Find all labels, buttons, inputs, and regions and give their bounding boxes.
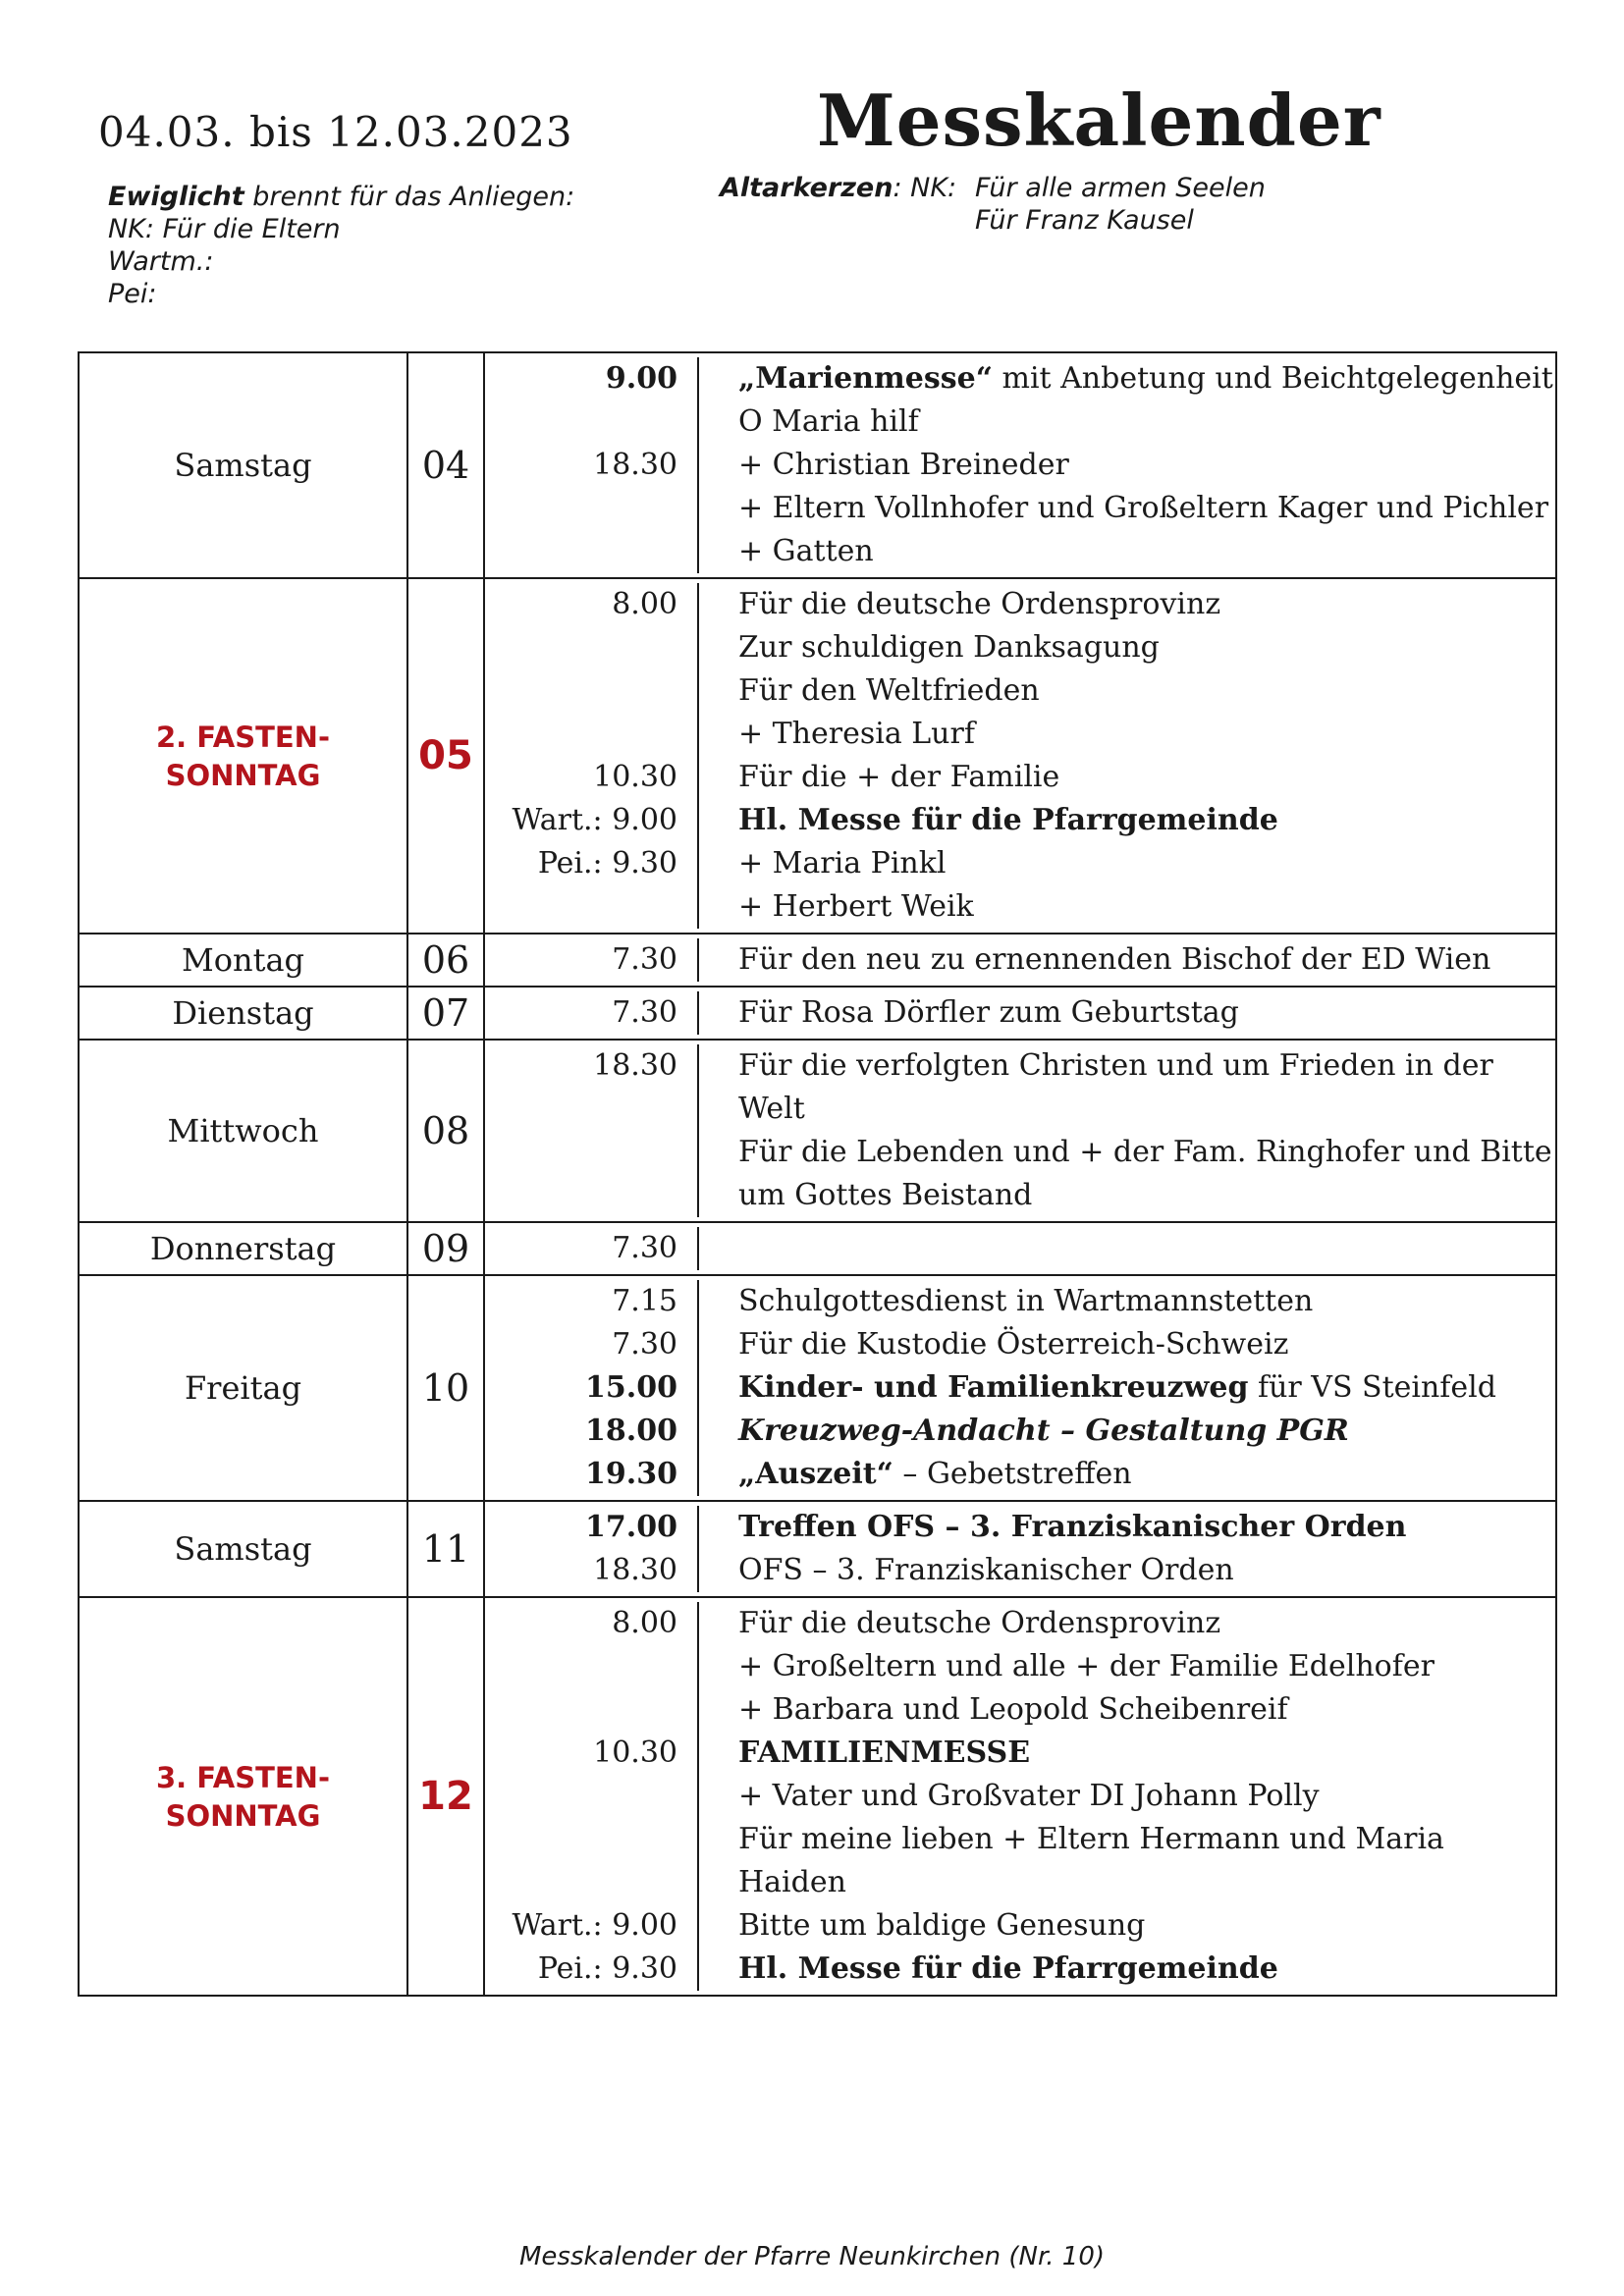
- service-time: 18.30: [485, 444, 698, 573]
- service-time: 7.30: [485, 1323, 698, 1366]
- services-table: [485, 357, 1555, 573]
- intention-line: [738, 713, 1555, 756]
- service-entries: [698, 842, 1555, 929]
- day-row: [79, 578, 1556, 934]
- intention-text: + Maria Pinkl: [738, 846, 947, 881]
- day-number: [407, 934, 484, 987]
- service-time: 15.00: [485, 1366, 698, 1410]
- service-time: 19.30: [485, 1453, 698, 1496]
- service-slot: [485, 799, 1555, 842]
- service-time: 10.30: [485, 1732, 698, 1904]
- ewiglicht-line: Wartm.:: [108, 246, 214, 277]
- service-slot: [485, 1732, 1555, 1904]
- intention-text: Für die deutsche Ordensprovinz: [738, 587, 1221, 621]
- day-name: [79, 1275, 407, 1501]
- intention-text: für VS Steinfeld: [1248, 1370, 1496, 1405]
- intention-line: [738, 1280, 1555, 1323]
- intention-line: [738, 487, 1555, 530]
- service-entries: [698, 756, 1555, 799]
- day-name: [79, 1222, 407, 1275]
- intention-line: [738, 444, 1555, 487]
- service-entries: [698, 1366, 1555, 1410]
- day-label: Samstag: [174, 447, 312, 484]
- service-slot: [485, 1904, 1555, 1948]
- day-number: [407, 1275, 484, 1501]
- service-entries: [698, 1948, 1555, 1991]
- intention-text: + Eltern Vollnhofer und Großeltern Kager und Pichler: [738, 491, 1549, 525]
- intention-line: [738, 938, 1555, 982]
- service-slot: [485, 1323, 1555, 1366]
- day-number-label: 08: [421, 1109, 470, 1152]
- day-services: [484, 1275, 1556, 1501]
- day-label: Donnerstag: [149, 1230, 337, 1267]
- intention-text: Bitte um baldige Genesung: [738, 1908, 1146, 1943]
- altarkerzen-label: Altarkerzen: [720, 173, 893, 203]
- intention-line: [738, 1818, 1555, 1904]
- intention-line: [738, 1366, 1555, 1410]
- intention-text: Für die verfolgten Christen und um Frieden in der Welt: [738, 1048, 1503, 1126]
- services-table: [485, 1044, 1562, 1217]
- day-label: Dienstag: [172, 994, 314, 1032]
- ewiglicht-line: Pei:: [108, 279, 157, 309]
- day-row: [79, 934, 1556, 987]
- service-slot: [485, 1410, 1555, 1453]
- service-time: 9.00: [485, 357, 698, 444]
- service-time: 7.30: [485, 1227, 698, 1270]
- service-entries: [698, 444, 1555, 573]
- service-time: 10.30: [485, 756, 698, 799]
- altarkerzen-prefix: : NK:: [893, 173, 957, 203]
- altarkerzen-note: [720, 172, 1266, 237]
- intention-line: [738, 1948, 1555, 1991]
- day-name: [79, 1501, 407, 1597]
- intention-line: [738, 1323, 1555, 1366]
- day-services: [484, 1222, 1556, 1275]
- ewiglicht-line: NK: Für die Eltern: [108, 214, 341, 244]
- intention-text: + Vater und Großvater DI Johann Polly: [738, 1779, 1320, 1813]
- day-row: [79, 1040, 1556, 1222]
- day-label: 2. FASTEN- SONNTAG: [155, 721, 330, 792]
- intention-line: [738, 1131, 1562, 1217]
- services-table: [485, 938, 1555, 982]
- service-time: Pei.: 9.30: [485, 842, 698, 929]
- intention-text: + Theresia Lurf: [738, 717, 975, 751]
- service-entries: [698, 1044, 1562, 1217]
- service-time: 8.00: [485, 1602, 698, 1732]
- day-services: [484, 1040, 1562, 1222]
- day-number-label: 10: [421, 1366, 470, 1410]
- intention-text: O Maria hilf: [738, 404, 919, 439]
- intention-line: [738, 756, 1555, 799]
- day-number-label: 04: [421, 444, 470, 487]
- intention-line: [738, 1044, 1555, 1131]
- service-time: 7.30: [485, 991, 698, 1035]
- intention-line: [738, 1775, 1555, 1818]
- page-footer: Messkalender der Pfarre Neunkirchen (Nr. 10): [518, 2242, 1106, 2271]
- service-entries: [698, 1506, 1555, 1549]
- service-time: Wart.: 9.00: [485, 1904, 698, 1948]
- service-slot: [485, 1227, 1555, 1270]
- service-slot: [485, 938, 1555, 982]
- service-entries: [698, 1227, 1555, 1270]
- service-slot: [485, 756, 1555, 799]
- intention-line: [738, 400, 1555, 444]
- services-table: [485, 583, 1555, 929]
- day-name: [79, 934, 407, 987]
- day-number: [407, 1597, 484, 1996]
- service-entries: [698, 1904, 1555, 1948]
- intention-text: Zur schuldigen Danksagung: [738, 630, 1160, 665]
- altarkerzen-line: Für alle armen Seelen: [975, 173, 1266, 203]
- intention-line: [738, 885, 1555, 929]
- intention-line: [738, 991, 1555, 1035]
- day-name: [79, 1597, 407, 1996]
- day-name: [79, 987, 407, 1040]
- day-number-label: 09: [421, 1227, 470, 1270]
- intention-line: [738, 1645, 1555, 1688]
- service-entries: [698, 799, 1555, 842]
- services-table: [485, 1506, 1555, 1592]
- intention-text: Für die Lebenden und + der Fam. Ringhofer und Bitte um Gottes Beistand: [738, 1135, 1562, 1212]
- service-slot: [485, 1602, 1555, 1732]
- day-number: [407, 987, 484, 1040]
- intention-line: [738, 1410, 1555, 1453]
- intention-text: Schulgottesdienst in Wartmannstetten: [738, 1284, 1314, 1318]
- intention-text: + Christian Breineder: [738, 448, 1069, 482]
- day-services: [484, 578, 1556, 934]
- intention-line: [738, 669, 1555, 713]
- intention-text: Kinder- und Familienkreuzweg: [738, 1370, 1249, 1405]
- ewiglicht-label: Ewiglicht: [108, 182, 244, 212]
- intention-line: [738, 1732, 1555, 1775]
- services-table: [485, 1280, 1555, 1496]
- service-entries: [698, 1732, 1555, 1904]
- intention-text: – Gebetstreffen: [893, 1457, 1132, 1491]
- intention-text: Für Rosa Dörfler zum Geburtstag: [738, 995, 1239, 1030]
- intention-line: [738, 842, 1555, 885]
- intention-line: [738, 1506, 1555, 1549]
- intention-text: „Auszeit“: [738, 1457, 893, 1491]
- day-label: Montag: [181, 941, 305, 979]
- intention-text: Kreuzweg-Andacht – Gestaltung PGR: [738, 1414, 1349, 1448]
- intention-line: [738, 626, 1555, 669]
- intention-text: Hl. Messe für die Pfarrgemeinde: [738, 803, 1278, 837]
- service-slot: [485, 1948, 1555, 1991]
- day-services: [484, 1501, 1556, 1597]
- intention-text: + Gatten: [738, 534, 874, 568]
- intention-line: [738, 1688, 1555, 1732]
- service-time: 18.30: [485, 1044, 698, 1217]
- services-table: [485, 991, 1555, 1035]
- day-number: [407, 1040, 484, 1222]
- day-services: [484, 1597, 1556, 1996]
- day-name: [79, 578, 407, 934]
- service-time: 18.30: [485, 1549, 698, 1592]
- day-label: Samstag: [174, 1530, 312, 1568]
- day-label: Mittwoch: [167, 1112, 319, 1149]
- day-number-label: 06: [421, 938, 470, 982]
- intention-line: [738, 1904, 1555, 1948]
- day-name: [79, 352, 407, 578]
- intention-line: [738, 357, 1555, 400]
- day-row: [79, 352, 1556, 578]
- intention-line: [738, 1453, 1555, 1496]
- service-time: Wart.: 9.00: [485, 799, 698, 842]
- service-entries: [698, 1602, 1555, 1732]
- day-services: [484, 987, 1556, 1040]
- day-services: [484, 352, 1556, 578]
- intention-line: [738, 1549, 1555, 1592]
- service-slot: [485, 1506, 1555, 1549]
- intention-line: [738, 799, 1555, 842]
- service-slot: [485, 842, 1555, 929]
- service-slot: [485, 444, 1555, 573]
- service-slot: [485, 991, 1555, 1035]
- service-entries: [698, 991, 1555, 1035]
- day-row: [79, 1275, 1556, 1501]
- intention-text: Für den Weltfrieden: [738, 673, 1040, 708]
- ewiglicht-text: brennt für das Anliegen:: [252, 182, 575, 212]
- intention-text: mit Anbetung und Beichtgelegenheit: [992, 361, 1553, 396]
- day-row: [79, 1501, 1556, 1597]
- day-number: [407, 352, 484, 578]
- service-slot: [485, 1280, 1555, 1323]
- day-row: [79, 1597, 1556, 1996]
- day-number-label: 12: [418, 1774, 473, 1819]
- service-slot: [485, 1366, 1555, 1410]
- intention-line: [738, 530, 1555, 573]
- service-entries: [698, 583, 1555, 756]
- intention-text: „Marienmesse“: [738, 361, 993, 396]
- service-entries: [698, 357, 1555, 444]
- day-number-label: 05: [418, 733, 473, 778]
- service-time: 8.00: [485, 583, 698, 756]
- service-time: 17.00: [485, 1506, 698, 1549]
- service-time: 7.30: [485, 938, 698, 982]
- intention-text: FAMILIENMESSE: [738, 1735, 1031, 1770]
- altarkerzen-line: Für Franz Kausel: [975, 205, 1194, 236]
- intention-text: Für meine lieben + Eltern Hermann und Maria Haiden: [738, 1822, 1454, 1899]
- day-name: [79, 1040, 407, 1222]
- day-number-label: 07: [421, 991, 470, 1035]
- services-table: [485, 1227, 1555, 1270]
- intention-text: Hl. Messe für die Pfarrgemeinde: [738, 1951, 1278, 1986]
- service-time: Pei.: 9.30: [485, 1948, 698, 1991]
- date-range: 04.03. bis 12.03.2023: [98, 108, 573, 156]
- service-slot: [485, 357, 1555, 444]
- services-table: [485, 1602, 1555, 1991]
- service-slot: [485, 1549, 1555, 1592]
- day-number: [407, 1501, 484, 1597]
- page-title: Messkalender: [817, 79, 1381, 162]
- service-time: 7.15: [485, 1280, 698, 1323]
- intention-text: Für die deutsche Ordensprovinz: [738, 1606, 1221, 1640]
- service-entries: [698, 1549, 1555, 1592]
- intention-line: [738, 1602, 1555, 1645]
- service-slot: [485, 583, 1555, 756]
- intention-text: Für die + der Familie: [738, 760, 1060, 794]
- intention-text: OFS – 3. Franziskanischer Orden: [738, 1553, 1234, 1587]
- mass-calendar-table: [78, 351, 1562, 1997]
- intention-text: Für die Kustodie Österreich-Schweiz: [738, 1327, 1289, 1362]
- day-label: Freitag: [184, 1369, 302, 1407]
- service-entries: [698, 1410, 1555, 1453]
- intention-text: + Großeltern und alle + der Familie Edelhofer: [738, 1649, 1435, 1683]
- service-slot: [485, 1453, 1555, 1496]
- service-time: 18.00: [485, 1410, 698, 1453]
- service-entries: [698, 1453, 1555, 1496]
- intention-text: Treffen OFS – 3. Franziskanischer Orden: [738, 1510, 1407, 1544]
- intention-text: + Barbara und Leopold Scheibenreif: [738, 1692, 1288, 1727]
- intention-text: + Herbert Weik: [738, 889, 974, 924]
- service-entries: [698, 1323, 1555, 1366]
- ewiglicht-note: [108, 181, 574, 310]
- day-row: [79, 987, 1556, 1040]
- service-entries: [698, 1280, 1555, 1323]
- day-row: [79, 1222, 1556, 1275]
- day-label: 3. FASTEN- SONNTAG: [155, 1761, 330, 1833]
- calendar-body: [79, 352, 1562, 1996]
- day-services: [484, 934, 1556, 987]
- service-entries: [698, 938, 1555, 982]
- intention-line: [738, 583, 1555, 626]
- day-number: [407, 1222, 484, 1275]
- day-number-label: 11: [421, 1527, 470, 1571]
- service-slot: [485, 1044, 1555, 1217]
- intention-text: Für den neu zu ernennenden Bischof der ED Wien: [738, 942, 1491, 977]
- day-number: [407, 578, 484, 934]
